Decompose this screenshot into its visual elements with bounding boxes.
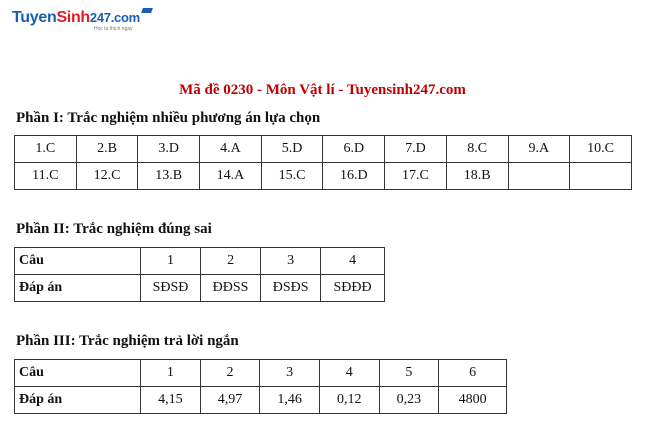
table-row (15, 275, 385, 302)
part2-heading: Phần II: Trắc nghiệm đúng sai (16, 221, 212, 237)
table-row (15, 387, 507, 414)
table-cell: 14.A (200, 163, 262, 190)
logo-part-2: Sinh (56, 9, 90, 26)
table-cell: 1,46 (260, 387, 320, 414)
part1-answer-table (14, 135, 632, 190)
table-row (15, 360, 507, 387)
table-cell: 2 (201, 248, 261, 275)
table-row (15, 248, 385, 275)
table-cell: 12.C (76, 163, 138, 190)
graduation-cap-icon (141, 8, 153, 13)
part2-answer-table (14, 247, 385, 302)
table-cell: 1.C (15, 136, 77, 163)
table-cell (570, 163, 632, 190)
table-cell: 6.D (323, 136, 385, 163)
part1-heading: Phần I: Trắc nghiệm nhiều phương án lựa chọn (16, 110, 321, 126)
site-logo[interactable] (12, 8, 152, 32)
table-cell: 2 (200, 360, 260, 387)
table-cell: 8.C (446, 136, 508, 163)
table-cell: 16.D (323, 163, 385, 190)
row-label: Câu (15, 248, 141, 275)
table-cell: 3 (261, 248, 321, 275)
part3-heading: Phần III: Trắc nghiệm trả lời ngắn (16, 333, 239, 349)
table-cell: 4 (319, 360, 379, 387)
table-cell: 3 (260, 360, 320, 387)
page-title: Mã đề 0230 - Môn Vật lí - Tuyensinh247.com (179, 82, 466, 98)
logo-part-1: Tuyen (12, 9, 57, 26)
logo-wordmark (12, 8, 152, 27)
table-cell: SĐĐĐ (321, 275, 385, 302)
table-cell: 18.B (446, 163, 508, 190)
table-cell: ĐĐSS (201, 275, 261, 302)
row-label: Câu (15, 360, 141, 387)
table-cell: ĐSĐS (261, 275, 321, 302)
table-cell: 4.A (200, 136, 262, 163)
part3-answer-table (14, 359, 507, 414)
row-label: Đáp án (15, 387, 141, 414)
table-cell: 10.C (570, 136, 632, 163)
table-cell (508, 163, 570, 190)
logo-tagline: Học là thích ngay (94, 26, 133, 32)
table-cell: 13.B (138, 163, 200, 190)
table-cell: 0,12 (319, 387, 379, 414)
table-cell: 11.C (15, 163, 77, 190)
table-cell: 5 (379, 360, 439, 387)
table-cell: 5.D (261, 136, 323, 163)
table-cell: 4,15 (141, 387, 201, 414)
table-cell: 3.D (138, 136, 200, 163)
table-cell: 2.B (76, 136, 138, 163)
table-cell: 1 (141, 360, 201, 387)
table-row (15, 136, 632, 163)
row-label: Đáp án (15, 275, 141, 302)
table-cell: 15.C (261, 163, 323, 190)
table-cell: 9.A (508, 136, 570, 163)
table-row (15, 163, 632, 190)
table-cell: 4 (321, 248, 385, 275)
table-cell: 4800 (439, 387, 507, 414)
table-cell: 4,97 (200, 387, 260, 414)
table-cell: 1 (141, 248, 201, 275)
table-cell: 7.D (385, 136, 447, 163)
logo-part-3: 247.com (89, 10, 140, 25)
table-cell: 17.C (385, 163, 447, 190)
table-cell: SĐSĐ (141, 275, 201, 302)
table-cell: 6 (439, 360, 507, 387)
table-cell: 0,23 (379, 387, 439, 414)
